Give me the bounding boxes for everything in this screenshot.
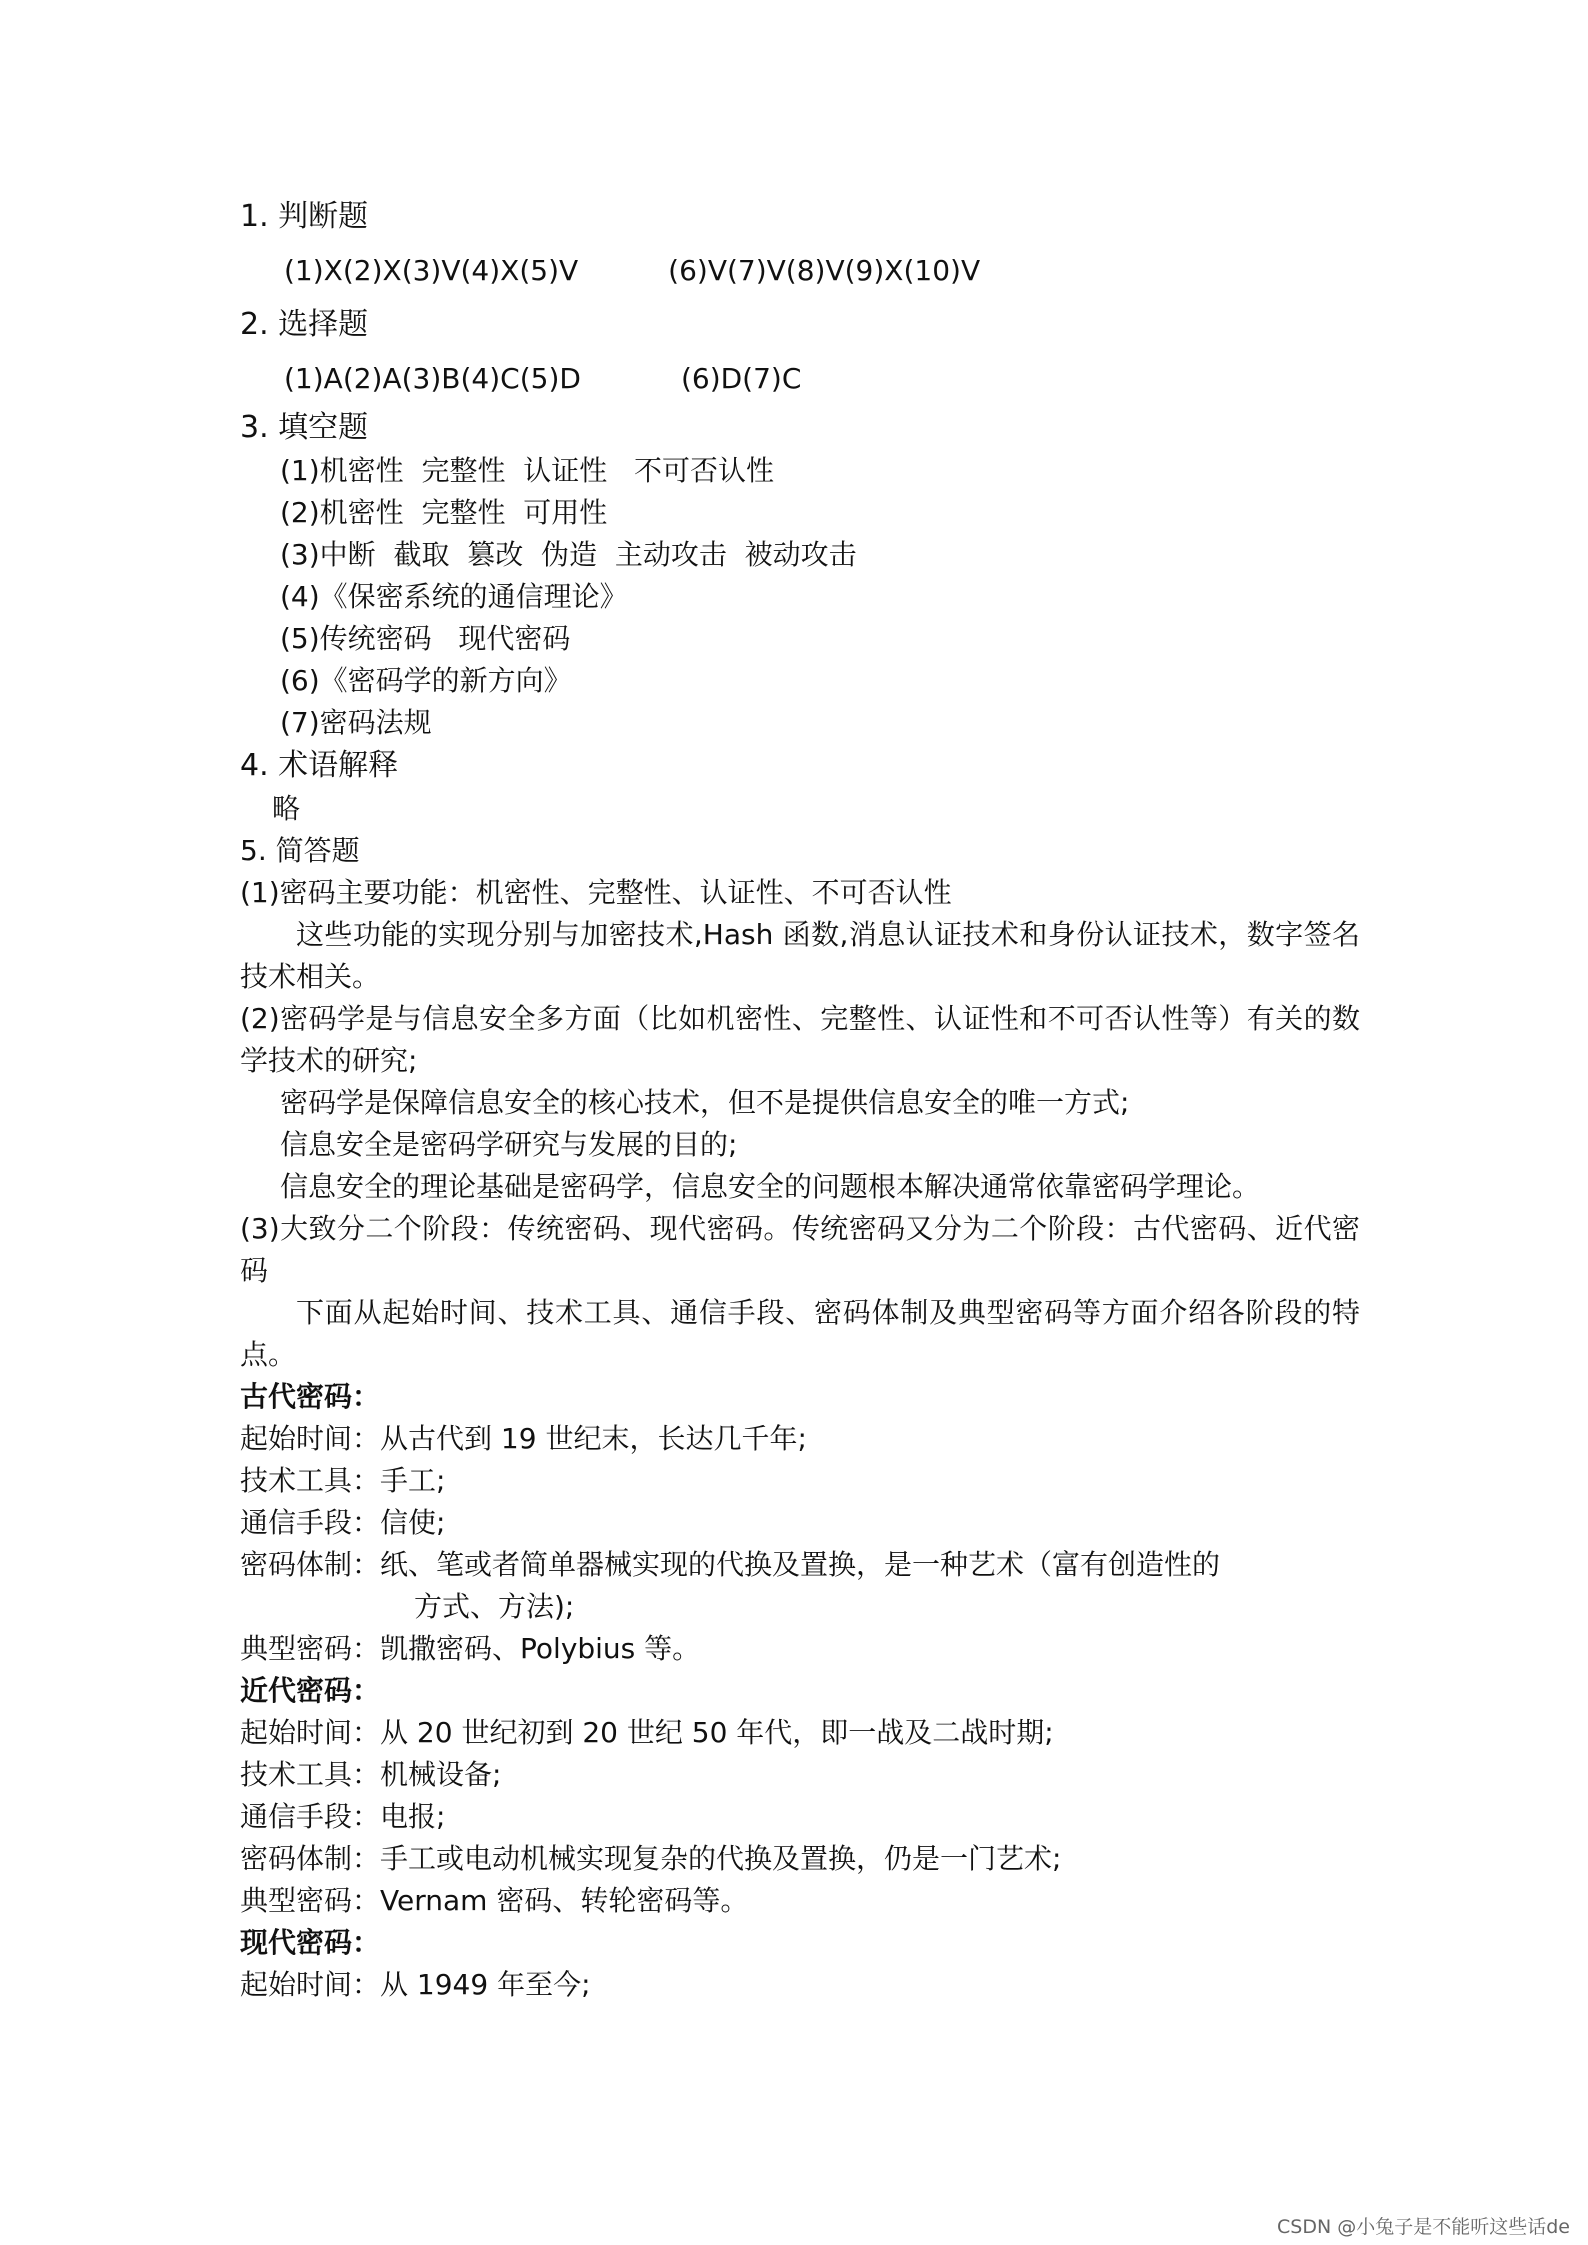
- row-value: 从 20 世纪初到 20 世纪 50 年代，即一战及二战时期;: [380, 1716, 1054, 1749]
- fill-item: (1)机密性 完整性 认证性 不可否认性: [280, 454, 774, 487]
- modern-heading: 现代密码：: [240, 1926, 381, 1959]
- csdn-watermark: CSDN @小兔子是不能听这些话de: [1277, 2216, 1570, 2238]
- judgement-answers-a: (1)X(2)X(3)V(4)X(5)V: [284, 254, 579, 287]
- row-key: 密码体制：: [240, 1548, 381, 1581]
- ancient-comm-row: [240, 1502, 1360, 1544]
- answer-paragraph: 信息安全是密码学研究与发展的目的;: [280, 1128, 738, 1161]
- fill-item: (3)中断 截取 篡改 伪造 主动攻击 被动攻击: [280, 538, 857, 571]
- fill-item: (4)《保密系统的通信理论》: [280, 580, 628, 613]
- row-key: 起始时间：: [240, 1968, 381, 2001]
- answer-paragraph: 下面从起始时间、技术工具、通信手段、密码体制及典型密码等方面介绍各阶段的特点。: [240, 1296, 1360, 1371]
- ancient-tool-row: [240, 1460, 1360, 1502]
- fill-item: (7)密码法规: [280, 706, 432, 739]
- modern-start-row: [240, 1964, 1360, 2006]
- answer-paragraph: 信息安全的理论基础是密码学，信息安全的问题根本解决通常依靠密码学理论。: [280, 1170, 1261, 1203]
- ancient-system-row: [240, 1544, 1360, 1586]
- fill-item: (6)《密码学的新方向》: [280, 664, 572, 697]
- fill-item: (2)机密性 完整性 可用性: [280, 496, 608, 529]
- ancient-start-row: [240, 1418, 1360, 1460]
- row-key: 技术工具：: [240, 1758, 381, 1791]
- row-key: 通信手段：: [240, 1800, 381, 1833]
- early-modern-comm-row: [240, 1796, 1360, 1838]
- answer-paragraph: (2)密码学是与信息安全多方面（比如机密性、完整性、认证性和不可否认性等）有关的数学技术的研究;: [240, 1002, 1360, 1077]
- answer-paragraph: 这些功能的实现分别与加密技术,Hash 函数,消息认证技术和身份认证技术，数字签名技术相关。: [240, 918, 1360, 993]
- document-page: [240, 190, 1360, 2006]
- row-value: 从古代到 19 世纪末，长达几千年;: [380, 1422, 807, 1455]
- row-key: 起始时间：: [240, 1716, 381, 1749]
- row-value: 机械设备;: [380, 1758, 502, 1791]
- row-key: 典型密码：: [240, 1884, 381, 1917]
- section-choice-title: 2. 选择题: [240, 307, 369, 342]
- row-value: 电报;: [380, 1800, 446, 1833]
- early-modern-start-row: [240, 1712, 1360, 1754]
- choice-answers: [240, 352, 1360, 406]
- row-key: 典型密码：: [240, 1632, 381, 1665]
- ancient-heading: 古代密码：: [240, 1380, 381, 1413]
- row-value: 从 1949 年至今;: [380, 1968, 591, 2001]
- row-key: 通信手段：: [240, 1506, 381, 1539]
- section-short-answer-title: 5. 简答题: [240, 834, 360, 867]
- section-fill-title: 3. 填空题: [240, 410, 369, 445]
- section-terms-title: 4. 术语解释: [240, 748, 399, 783]
- early-modern-typical-row: [240, 1880, 1360, 1922]
- early-modern-heading: 近代密码：: [240, 1674, 381, 1707]
- row-value: 手工;: [380, 1464, 446, 1497]
- answer-paragraph: (3)大致分二个阶段：传统密码、现代密码。传统密码又分为二个阶段：古代密码、近代密码: [240, 1212, 1360, 1287]
- row-key: 起始时间：: [240, 1422, 381, 1455]
- early-modern-system-row: [240, 1838, 1360, 1880]
- ancient-typical-row: [240, 1628, 1360, 1670]
- judgement-answers-b: (6)V(7)V(8)V(9)X(10)V: [668, 254, 981, 287]
- section-judgement-title: 1. 判断题: [240, 199, 369, 234]
- fill-item: (5)传统密码 现代密码: [280, 622, 571, 655]
- row-key: 密码体制：: [240, 1842, 381, 1875]
- choice-answers-b: (6)D(7)C: [680, 362, 802, 395]
- ancient-system-continuation: 方式、方法);: [414, 1590, 575, 1623]
- answer-paragraph: (1)密码主要功能：机密性、完整性、认证性、不可否认性: [240, 876, 952, 909]
- row-value: 手工或电动机械实现复杂的代换及置换，仍是一门艺术;: [380, 1842, 1062, 1875]
- terms-body: 略: [272, 792, 301, 825]
- row-value: 凯撒密码、Polybius 等。: [380, 1632, 701, 1665]
- row-value: 信使;: [380, 1506, 446, 1539]
- row-value: 纸、笔或者简单器械实现的代换及置换，是一种艺术（富有创造性的: [380, 1548, 1221, 1581]
- answer-paragraph: 密码学是保障信息安全的核心技术，但不是提供信息安全的唯一方式;: [280, 1086, 1130, 1119]
- judgement-answers: [240, 244, 1360, 298]
- choice-answers-a: (1)A(2)A(3)B(4)C(5)D: [284, 362, 581, 395]
- row-key: 技术工具：: [240, 1464, 381, 1497]
- early-modern-tool-row: [240, 1754, 1360, 1796]
- row-value: Vernam 密码、转轮密码等。: [380, 1884, 749, 1917]
